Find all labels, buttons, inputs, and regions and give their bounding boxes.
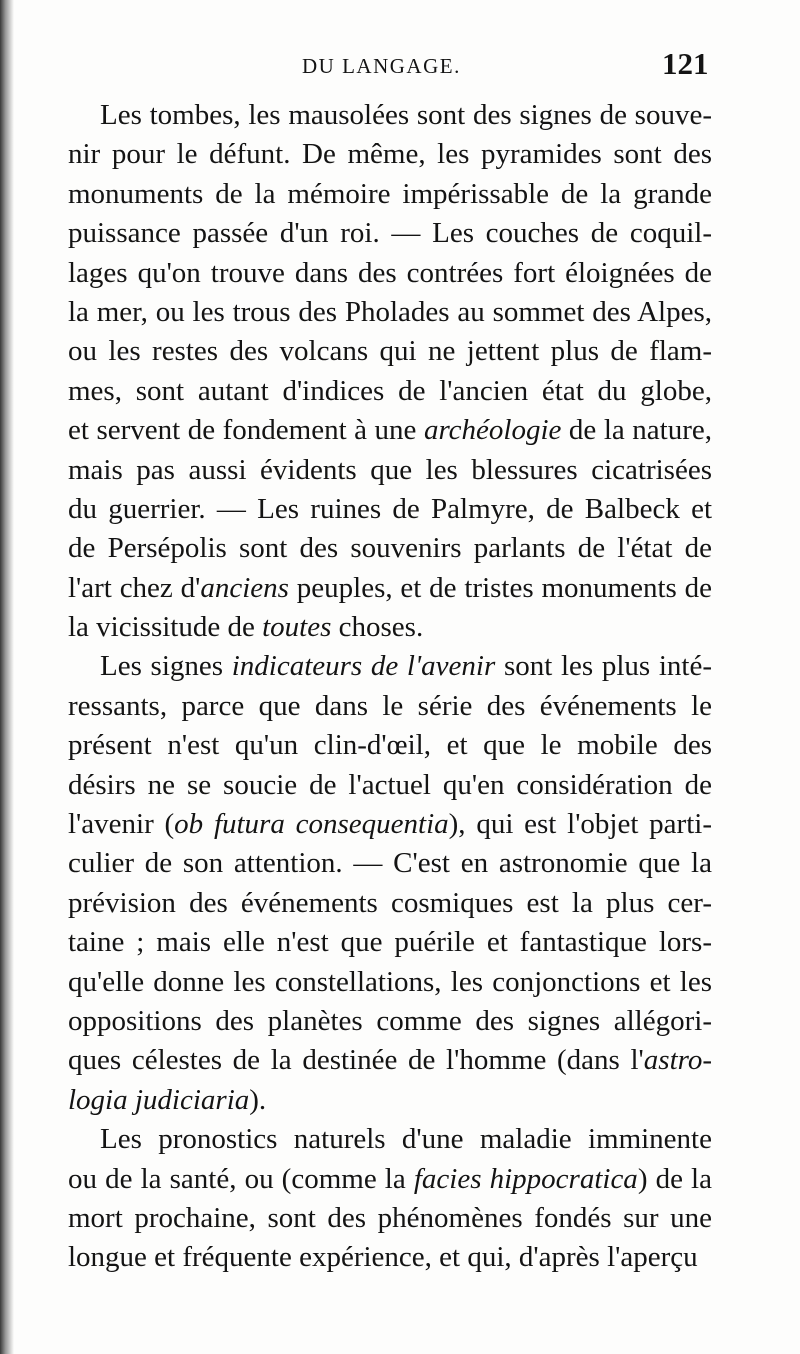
text-segment: l'art chez d' — [68, 571, 201, 604]
text-segment: la vicissitude de — [68, 611, 263, 644]
italic-text: archéologie — [423, 414, 562, 447]
text-segment: qu'elle donne les constellations, les conjonctions et les — [68, 965, 712, 998]
text-line — [68, 293, 712, 332]
text-segment: nir pour le défunt. De même, les pyramides sont des — [68, 138, 712, 171]
italic-text: indicateurs de l'avenir — [231, 650, 496, 683]
text-line — [68, 608, 712, 647]
text-line — [68, 1199, 712, 1238]
page-number: 121 — [662, 46, 709, 81]
text-line — [68, 844, 712, 883]
text-segment: culier de son attention. — C'est en astronomie que la — [68, 847, 712, 880]
text-line — [68, 1002, 712, 1041]
text-segment: et servent de fondement à une — [68, 414, 424, 447]
text-line — [68, 726, 712, 765]
paragraph — [68, 96, 712, 647]
text-segment: taine ; mais elle n'est que puérile et fantastique lors- — [68, 926, 712, 959]
text-segment: choses. — [331, 611, 424, 644]
text-segment: Les pronostics naturels d'une maladie imminente — [100, 1123, 712, 1156]
text-line — [68, 254, 712, 293]
paragraph — [68, 1120, 712, 1278]
body-text — [68, 96, 712, 1278]
text-line — [68, 96, 712, 135]
text-segment: lages qu'on trouve dans des contrées fort éloignées de — [68, 256, 712, 289]
italic-text: logia judiciaria — [68, 1083, 250, 1116]
text-line — [68, 175, 712, 214]
text-line — [68, 687, 712, 726]
text-segment: ou de la santé, ou (comme la — [68, 1162, 414, 1195]
text-segment: ) de la — [637, 1162, 712, 1195]
italic-text: ob futura consequentia — [174, 808, 449, 841]
text-line — [68, 963, 712, 1002]
text-segment: Les tombes, les mausolées sont des signes de souve- — [100, 99, 712, 131]
text-line — [68, 332, 712, 371]
text-segment: du guerrier. — Les ruines de Palmyre, de Balbeck et — [68, 492, 712, 525]
text-line — [68, 1238, 712, 1277]
page-gutter-shadow — [0, 0, 14, 1354]
text-line — [68, 411, 712, 450]
text-line — [68, 766, 712, 805]
italic-text: astro- — [643, 1044, 712, 1077]
text-line — [68, 1160, 712, 1199]
italic-text: anciens — [200, 571, 289, 604]
text-segment: ressants, parce que dans le série des événements le — [68, 689, 712, 722]
text-segment: Les signes — [100, 650, 232, 683]
text-line — [68, 490, 712, 529]
text-segment: présent n'est qu'un clin-d'œil, et que le mobile des — [68, 729, 712, 762]
italic-text: facies hippocratica — [413, 1162, 638, 1195]
text-segment: mes, sont autant d'indices de l'ancien état du globe, — [68, 374, 712, 407]
text-line — [68, 923, 712, 962]
text-line — [68, 1041, 712, 1080]
text-line — [68, 1120, 712, 1159]
italic-text: toutes — [262, 611, 332, 644]
text-segment: prévision des événements cosmiques est la plus cer- — [68, 886, 712, 919]
running-head: DU LANGAGE. — [302, 54, 461, 78]
text-segment: mais pas aussi évidents que les blessures cicatrisées — [68, 453, 712, 486]
text-segment: oppositions des planètes comme des signes allégori- — [68, 1004, 712, 1037]
text-line — [68, 214, 712, 253]
text-segment: longue et fréquente expérience, et qui, d'après l'aperçu — [68, 1241, 698, 1274]
text-segment: ), qui est l'objet parti- — [448, 808, 712, 841]
text-segment: mort prochaine, sont des phénomènes fondés sur une — [68, 1201, 712, 1234]
text-segment: ou les restes des volcans qui ne jettent plus de flam- — [68, 335, 712, 368]
text-segment: la mer, ou les trous des Pholades au sommet des Alpes, — [68, 295, 712, 328]
text-segment: de Persépolis sont des souvenirs parlants de l'état de — [68, 532, 712, 565]
page-header — [0, 46, 800, 86]
text-segment: ). — [249, 1083, 267, 1116]
text-segment: puissance passée d'un roi. — Les couches de coquil- — [68, 217, 712, 250]
text-line — [68, 1081, 712, 1120]
paragraph — [68, 647, 712, 1120]
text-line — [68, 135, 712, 174]
text-line — [68, 805, 712, 844]
text-segment: désirs ne se soucie de l'actuel qu'en considération de — [68, 768, 712, 801]
text-segment: l'avenir ( — [68, 808, 175, 841]
text-line — [68, 569, 712, 608]
text-segment: de la nature, — [561, 414, 712, 447]
text-line — [68, 529, 712, 568]
text-segment: ques célestes de la destinée de l'homme (dans l' — [68, 1044, 644, 1077]
text-line — [68, 647, 712, 686]
text-segment: sont les plus inté- — [495, 650, 712, 683]
text-segment: peuples, et de tristes monuments de — [288, 571, 712, 604]
text-line — [68, 451, 712, 490]
text-line — [68, 884, 712, 923]
text-segment: monuments de la mémoire impérissable de la grande — [68, 177, 712, 210]
text-line — [68, 372, 712, 411]
